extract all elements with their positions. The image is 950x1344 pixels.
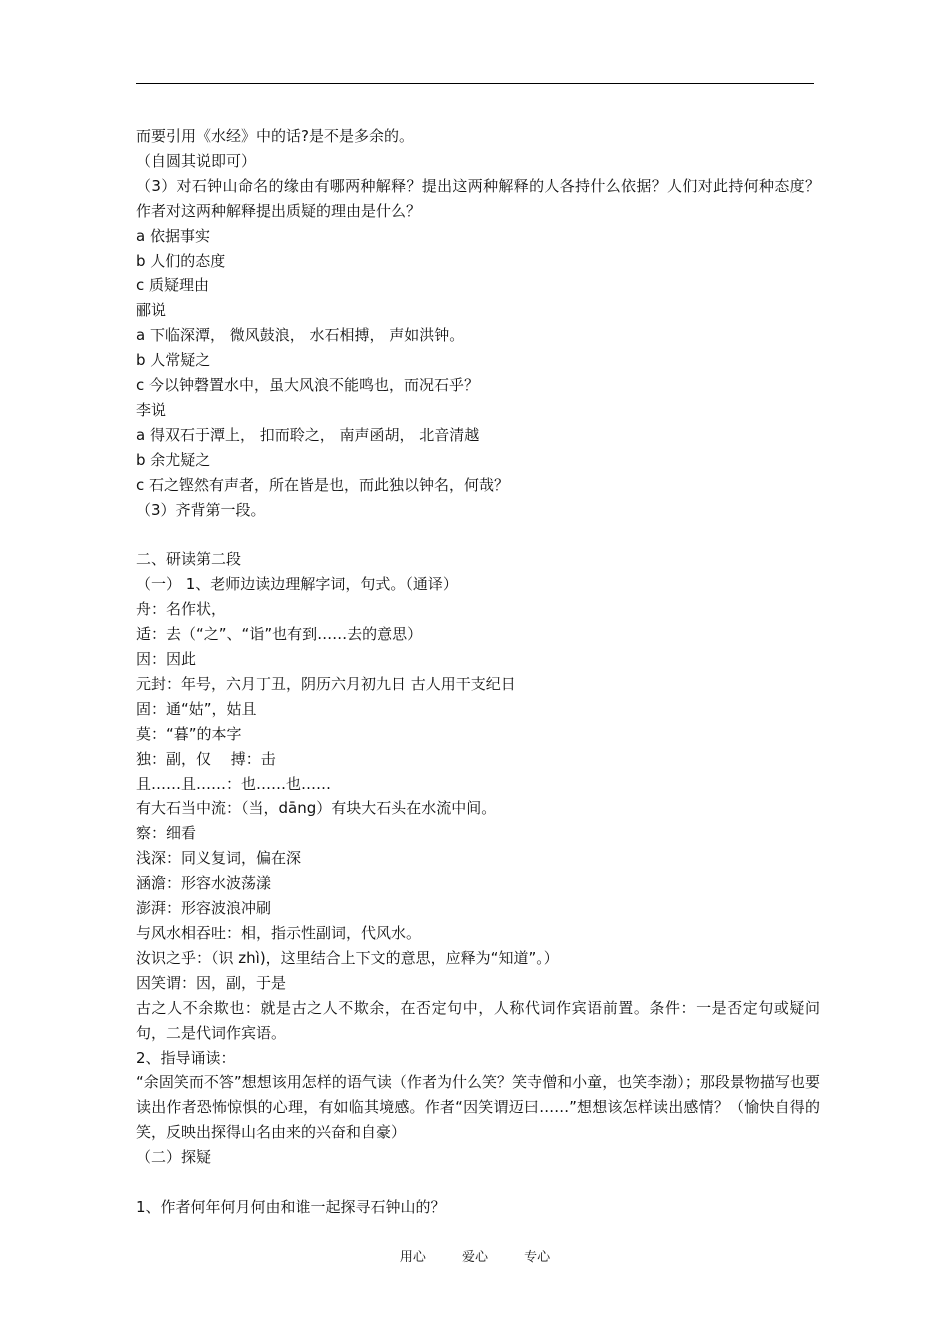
text-line: 因笑谓：因，副，于是 <box>136 973 287 992</box>
text-line: c 质疑理由 <box>136 276 210 295</box>
text-line: 有大石当中流：（当，dāng）有块大石头在水流中间。 <box>136 799 497 818</box>
footer-item: 爱心 <box>461 1250 488 1265</box>
document-body <box>136 124 820 1220</box>
text-line: 浅深：同义复词，偏在深 <box>136 849 302 868</box>
text-line: 而要引用《水经》中的话?是不是多余的。 <box>136 127 414 145</box>
section-heading: 二、研读第二段 <box>136 550 242 569</box>
blank-line <box>136 523 820 548</box>
text-line: 与风水相吞吐：相，指示性副词，代风水。 <box>136 923 422 942</box>
text-line: 莫：“暮”的本字 <box>136 724 242 743</box>
section-label: 郦说 <box>136 301 167 320</box>
text-line: （二）探疑 <box>136 1148 212 1167</box>
footer-item: 用心 <box>399 1250 426 1265</box>
text-line: 2、指导诵读： <box>136 1048 236 1067</box>
text-line: a 依据事实 <box>136 226 210 245</box>
text-line: c 石之铿然有声者，所在皆是也，而此独以钟名，何哉？ <box>136 475 510 494</box>
text-line: a 下临深潭， 微风鼓浪， 水石相搏， 声如洪钟。 <box>136 326 465 345</box>
text-line: 固：通“姑”，姑且 <box>136 699 257 718</box>
section-label: 李说 <box>136 400 167 419</box>
text-line: 舟：名作状， <box>136 600 227 619</box>
question-paragraph: （3）对石钟山命名的缘由有哪两种解释？提出这两种解释的人各持什么依据？人们对此持何种态度？作者对这两种解释提出质疑的理由是什么？ <box>136 176 820 220</box>
text-line: 1、作者何年何月何由和谁一起探寻石钟山的？ <box>136 1197 446 1216</box>
text-line: 澎湃：形容波浪冲刷 <box>136 899 272 918</box>
text-line: b 人们的态度 <box>136 251 226 270</box>
text-line: （3）齐背第一段。 <box>136 500 266 519</box>
footer-item: 专心 <box>524 1250 551 1265</box>
text-line: c 今以钟磬置水中，虽大风浪不能鸣也，而况石乎？ <box>136 376 480 395</box>
text-line: a 得双石于潭上， 扣而聆之， 南声函胡， 北音清越 <box>136 425 480 444</box>
text-line: 适：去（“之”、“诣”也有到……去的意思） <box>136 625 423 644</box>
text-line: 元封：年号，六月丁丑，阴历六月初九日 古人用干支纪日 <box>136 674 516 693</box>
text-line: 独：副，仅 搏：击 <box>136 749 276 768</box>
page-footer <box>0 1246 950 1265</box>
text-line: （一） 1、老师边读边理解字词，句式。（通译） <box>136 575 458 594</box>
text-line: 因：因此 <box>136 650 197 669</box>
header-rule <box>136 83 814 84</box>
blank-line <box>136 1170 820 1195</box>
text-line: （自圆其说即可） <box>136 151 257 170</box>
text-line: 汝识之乎：（识 zhì)，这里结合上下文的意思，应释为“知道”。） <box>136 948 559 967</box>
text-line: 且……且……：也……也…… <box>136 774 332 793</box>
reading-guide-paragraph: “余固笑而不答”想想该用怎样的语气读（作者为什么笑？笑寺僧和小童，也笑李渤）；那段景物描写也要读出作者恐怖惊惧的心理，有如临其境感。作者“因笑谓迈曰……”想想该怎样读出感情？（愉快自得的笑，反映出探得山名由来的兴奋和自豪） <box>136 1073 820 1142</box>
text-line: b 余尤疑之 <box>136 450 211 469</box>
text-line: 察：细看 <box>136 824 197 843</box>
grammar-paragraph: 古之人不余欺也：就是古之人不欺余，在否定句中，人称代词作宾语前置。条件：一是否定句或疑问句，二是代词作宾语。 <box>136 998 820 1042</box>
text-line: 涵澹：形容水波荡漾 <box>136 874 272 893</box>
text-line: b 人常疑之 <box>136 351 211 370</box>
